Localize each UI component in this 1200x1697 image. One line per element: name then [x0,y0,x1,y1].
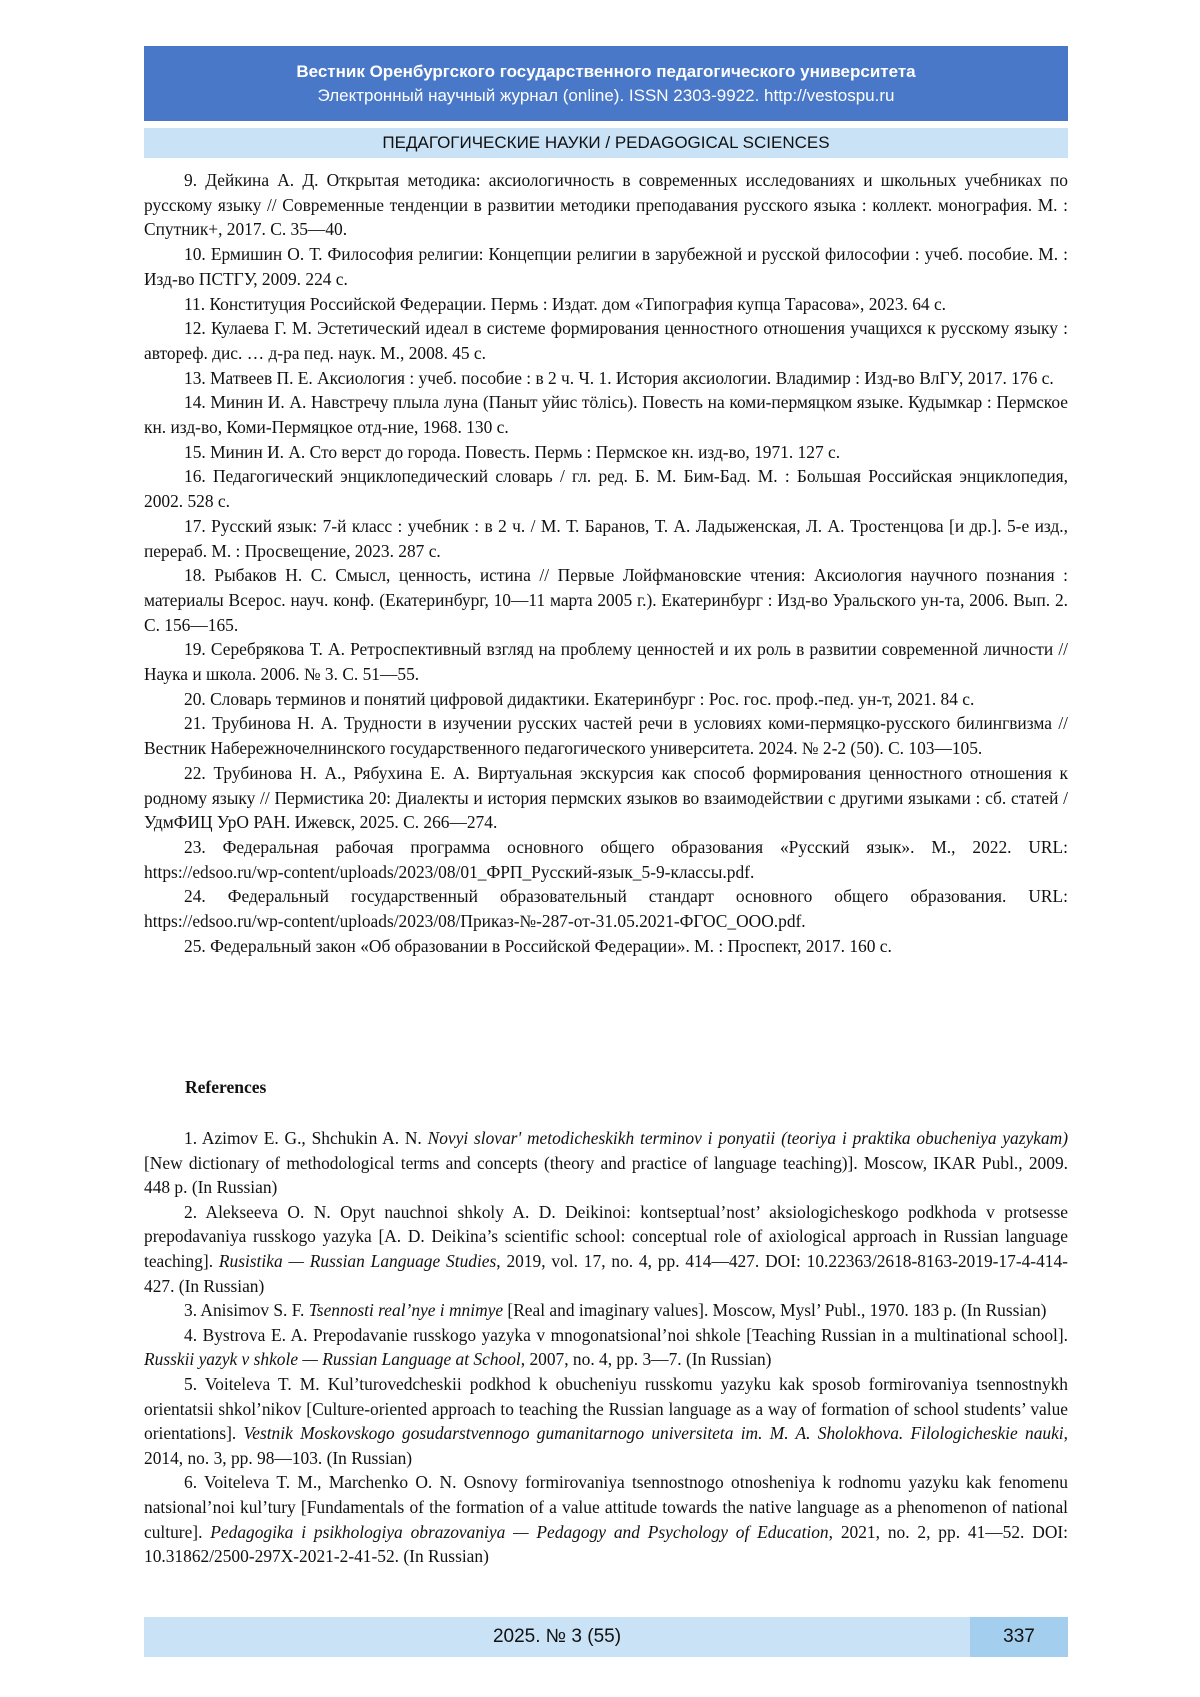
reference-item: 12. Кулаева Г. М. Эстетический идеал в системе формирования ценностного отношения учащихся к русскому языку : автореф. дис. … д-ра пед. наук. М., 2008. 45 с. [144,318,1068,363]
reference-details: , 2021, no. 2, pp. 41—52. DOI: 10.31862/2500-297X-2021-2-41-52. (In Russian) [144,1521,1069,1567]
reference-details: [Real and imaginary values]. Moscow, Mysl’ Publ., 1970. 183 p. (In Russian) [503,1300,1047,1321]
reference-item: 15. Минин И. А. Сто верст до города. Повесть. Пермь : Пермское кн. изд-во, 1971. 127 с. [184,441,841,462]
reference-item-en [144,1298,1068,1323]
journal-header [144,46,1068,121]
reference-item: 16. Педагогический энциклопедический словарь / гл. ред. Б. М. Бим-Бад. М. : Большая Российская энциклопедия, 2002. 528 с. [144,466,1068,512]
reference-item: 25. Федеральный закон «Об образовании в Российской Федерации». М. : Проспект, 2017. 160 с. [184,935,892,956]
reference-title-italic: Russkii yazyk v shkole — Russian Language at School [144,1349,521,1370]
reference-item: 9. Дейкина А. Д. Открытая методика: аксиологичность в современных исследованиях и школьных учебниках по русскому языку // Современные тенденции в развитии методики преподавания русского языка : коллект. монография. М. : Спутник+, 2017. С. 35—40. [144,170,1068,240]
reference-title-italic: Rusistika — Russian Language Studies [218,1250,497,1271]
journal-subtitle: Электронный научный журнал (online). ISSN 2303-9922. http://vestospu.ru [317,86,895,105]
reference-item: 20. Словарь терминов и понятий цифровой дидактики. Екатеринбург : Рос. гос. проф.-пед. ун-т, 2021. 84 с. [184,688,975,709]
reference-details: , 2007, no. 4, pp. 3—7. (In Russian) [520,1349,772,1370]
references-heading: References [185,1077,267,1097]
reference-item: 19. Серебрякова Т. А. Ретроспективный взгляд на проблему ценностей и их роль в развитии современной личности // Наука и школа. 2006. № 3. С. 51—55. [144,639,1068,685]
reference-item: 21. Трубинова Н. А. Трудности в изучении русских частей речи в условиях коми-пермяцко-русского билингвизма // Вестник Набережночелнинского государственного педагогического университета. 2024. № 2-2 (50). С. 103—105. [144,713,1068,759]
reference-details: , 2019, vol. 17, no. 4, pp. 414—427. DOI: 10.22363/2618-8163-2019-17-4-414-427. (In Russian) [144,1250,1068,1296]
reference-authors: 4. Bystrova E. A. Prepodavanie russkogo yazyka v mnogonatsional’noi shkole [Teaching Russian in a multinational school]. [184,1324,1068,1345]
reference-item-en [144,1200,1068,1298]
issue-footer: 2025. № 3 (55) [144,1617,970,1657]
section-label: ПЕДАГОГИЧЕСКИЕ НАУКИ / PEDAGOGICAL SCIENCES [144,128,1068,158]
reference-item: 17. Русский язык: 7-й класс : учебник : в 2 ч. / М. Т. Баранов, Т. А. Ладыженская, Л. А. Тростенцова [и др.]. 5-е изд., перераб. М. : Просвещение, 2023. 287 с. [144,515,1068,561]
reference-item: 13. Матвеев П. Е. Аксиология : учеб. пособие : в 2 ч. Ч. 1. История аксиологии. Владимир : Изд-во ВлГУ, 2017. 176 с. [184,367,1054,388]
reference-title-italic: Novyi slovar' metodicheskikh terminov i ponyatii (teoriya i praktika obucheniya yazykam) [427,1128,1068,1148]
reference-authors: 2. Alekseeva O. N. Opyt nauchnoi shkoly A. D. Deikinoi: kontseptual’nost’ aksiologicheskogo podkhoda v protsesse prepodavaniya russkogo yazyka [A. D. Deikina’s scientific school: conceptual role of axiological approach in Russian language teaching]. [144,1201,1068,1271]
reference-title-italic: Tsennosti real’nye i mnimye [308,1300,504,1321]
reference-item: 23. Федеральная рабочая программа основного общего образования «Русский язык». М., 2022. URL: https://edsoo.ru/wp-content/uploads/2023/08/01_ФРП_Русский-язык_5-9-классы.pdf. [144,836,1068,882]
reference-item-en [144,1470,1068,1568]
reference-item: 11. Конституция Российской Федерации. Пермь : Издат. дом «Типография купца Тарасова», 2023. 64 с. [184,293,947,314]
reference-details: , 2014, no. 3, pp. 98—103. (In Russian) [144,1423,1069,1468]
reference-authors: 3. Anisimov S. F. [184,1300,309,1321]
reference-item-en [144,1323,1068,1372]
reference-details: [New dictionary of methodological terms and concepts (theory and practice of language teaching)]. Moscow, IKAR Publ., 2009. 448 p. (In Russian) [144,1152,1068,1198]
reference-item: 24. Федеральный государственный образовательный стандарт основного общего образования. URL: https://edsoo.ru/wp-content/uploads/2023/08/Приказ-№-287-от-31.05.2021-ФГОС_ООО.pdf. [144,886,1068,932]
reference-authors: 1. Azimov E. G., Shchukin A. N. [184,1128,428,1148]
references-list-ru [144,168,1068,959]
reference-item: 14. Минин И. А. Навстречу плыла луна (Паныт уйис тöлiсь). Повесть на коми-пермяцком языке. Кудымкар : Пермское кн. изд-во, Коми-Пермяцкое отд-ние, 1968. 130 с. [144,392,1068,438]
reference-item: 10. Ермишин О. Т. Философия религии: Концепции религии в зарубежной и русской философии : учеб. пособие. М. : Изд-во ПСТГУ, 2009. 224 с. [144,244,1068,289]
reference-title-italic: Pedagogika i psikhologiya obrazovaniya — Pedagogy and Psychology of Education [210,1521,829,1542]
reference-item: 22. Трубинова Н. А., Рябухина Е. А. Виртуальная экскурсия как способ формирования ценностного отношения к родному языку // Пермистика 20: Диалекты и история пермских языков во взаимодействии с другими языками : сб. статей / УдмФИЦ УрО РАН. Ижевск, 2025. С. 266—274. [144,762,1068,833]
reference-title-italic: Vestnik Moskovskogo gosudarstvennogo gumanitarnogo universiteta im. M. A. Sholokhova. Filologicheskie nauki [243,1423,1064,1444]
references-list-en [144,1126,1068,1569]
journal-title: Вестник Оренбургского государственного педагогического университета [296,62,916,81]
reference-item-en [144,1126,1068,1200]
reference-item: 18. Рыбаков Н. С. Смысл, ценность, истина // Первые Лойфмановские чтения: Аксиология научного познания : материалы Всерос. науч. конф. (Екатеринбург, 10—11 марта 2005 г.). Екатеринбург : Изд-во Уральского ун-та, 2006. Вып. 2. С. 156—165. [144,565,1068,635]
page-number: 337 [970,1617,1068,1657]
reference-item-en [144,1372,1068,1470]
reference-authors: 5. Voiteleva T. M. Kul’turovedcheskii podkhod k obucheniyu russkomu yazyku kak sposob formirovaniya tsennostnykh orientatsii shkol’nikov [Culture-oriented approach to teaching the Russian language as a way of formation of school students’ value orientations]. [144,1373,1068,1444]
reference-authors: 6. Voiteleva T. M., Marchenko O. N. Osnovy formirovaniya tsennostnogo otnosheniya k rodnomu yazyku kak fenomenu natsional’noi kul’tury [Fundamentals of the formation of a value attitude towards the native language as a phenomenon of national culture]. [144,1472,1068,1542]
